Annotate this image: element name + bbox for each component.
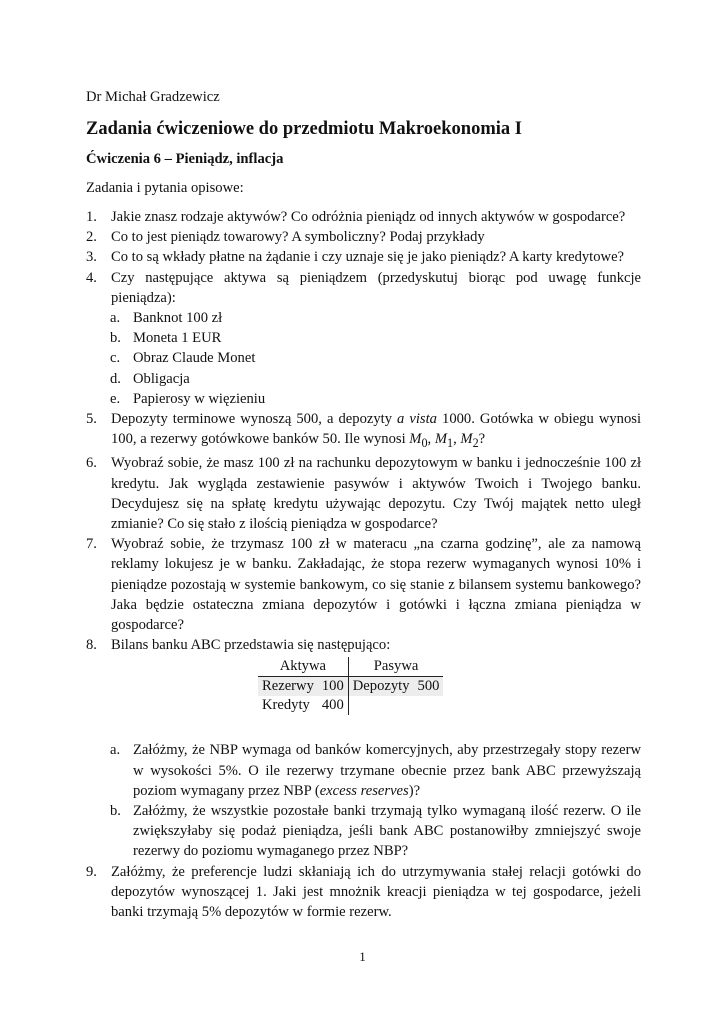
text-part: ? bbox=[478, 431, 486, 448]
text-part: Depozyty terminowe wynoszą 500, a depozyty bbox=[111, 411, 398, 428]
question-number: 8. bbox=[86, 637, 97, 654]
math-symbol: M bbox=[409, 431, 422, 448]
item-text: Załóżmy, że wszystkie pozostałe banki trzymają tylko wymaganą ilość rezerw. O ile zwiększyłaby się podaż pieniądza, jeśli bank ABC postanowiłby zmniejszyć swoje rezerwy do poziomu wymaganego przez NBP? bbox=[133, 802, 641, 860]
question-text: Bilans banku ABC przedstawia się następująco: bbox=[111, 637, 391, 654]
list-item bbox=[110, 328, 641, 348]
item-text: Obraz Claude Monet bbox=[133, 350, 256, 367]
item-letter: d. bbox=[110, 370, 121, 387]
question-number: 1. bbox=[86, 209, 97, 225]
item-letter: b. bbox=[110, 802, 121, 819]
question-number: 5. bbox=[86, 411, 97, 428]
question-text: Wyobraź sobie, że trzymasz 100 zł w materacu „na czarna godzinę”, ale za namową reklamy lokujesz je w banku. Zakładając, że stopa rezerw wymaganych wynosi 10% i pieniądze pozostają w systemie bankowym, co się stanie z bilansem systemu bankowego? Jaka będzie ostateczna zmiana depozytów i gotówki i łączna zmiana pieniądza w gospodarce? bbox=[111, 536, 641, 633]
text-part: 1000. Gotówka w obiegu wynosi 100, a rezerwy gotówkowe banków 50. Ile wynosi bbox=[111, 411, 641, 448]
question-3 bbox=[86, 247, 641, 267]
text-part: Załóżmy, że NBP wymaga od banków komercyjnych, aby przestrzegały stopy rezerw w wysokości 5%. O ile rezerwy trzymane obecnie przez bank ABC przewyższają poziom wymagany przez NBP ( bbox=[133, 742, 641, 799]
item-text bbox=[133, 742, 641, 798]
math-subscript: 0 bbox=[421, 436, 428, 451]
asset-label: Kredyty bbox=[262, 697, 310, 714]
question-5 bbox=[86, 409, 641, 453]
asset-value: 100 bbox=[318, 677, 348, 697]
item-letter: b. bbox=[110, 330, 121, 347]
item-text: Moneta 1 EUR bbox=[133, 330, 222, 347]
header-liabilities: Pasywa bbox=[348, 657, 443, 677]
asset-value: 400 bbox=[318, 696, 348, 715]
text-part: )? bbox=[408, 782, 421, 799]
question-4 bbox=[86, 268, 641, 308]
math-subscript: 2 bbox=[472, 436, 479, 451]
question-text: Jakie znasz rodzaje aktywów? Co odróżnia pieniądz od innych aktywów w gospodarce? bbox=[111, 209, 626, 225]
item-letter: c. bbox=[110, 350, 121, 367]
question-text: Załóżmy, że preferencje ludzi skłaniają ich do utrzymywania stałej relacji gotówki do depozytów wynoszącej 1. Jaki jest mnożnik kreacji pieniądza w tej gospodarce, jeżeli banki trzymają 5% depozytów w formie rezerw. bbox=[111, 863, 641, 920]
list-item bbox=[110, 308, 641, 328]
item-text: Obligacja bbox=[133, 370, 190, 387]
question-text: Co to jest pieniądz towarowy? A symboliczny? Podaj przykłady bbox=[111, 229, 485, 246]
question-text: Depozyty terminowe wynoszą 500, a depozyty a vista 1000. Gotówka w obiegu wynosi 100, a rezerwy gotówkowe banków 50. Ile wynosi $M_0$, $M_1$, $M_2$? bbox=[111, 411, 641, 451]
list-item bbox=[110, 369, 641, 389]
math-subscript: 1 bbox=[447, 436, 454, 451]
liability-label: Depozyty bbox=[348, 677, 413, 697]
question-list bbox=[86, 207, 641, 922]
question-number: 6. bbox=[86, 455, 97, 472]
balance-sheet bbox=[86, 655, 641, 740]
table-row bbox=[258, 696, 443, 715]
math-symbol: M bbox=[460, 431, 473, 448]
header-assets: Aktywa bbox=[258, 657, 348, 677]
question-6 bbox=[86, 453, 641, 534]
question-text: Wyobraź sobie, że masz 100 zł na rachunku depozytowym w banku i jednocześnie 100 zł kredytu. Jak wygląda zestawienie pasywów i aktywów Twoich i Twojego banku. Decydujesz się na spłatę kredytu używając depozytu. Czy Twój majątek netto uległ zmianie? Co się stało z ilością pieniądza w gospodarce? bbox=[111, 455, 641, 532]
question-number: 2. bbox=[86, 229, 97, 246]
balance-table bbox=[258, 657, 443, 715]
question-text: Co to są wkłady płatne na żądanie i czy uznaje się je jako pieniądz? A karty kredytowe? bbox=[111, 249, 625, 266]
item-letter: e. bbox=[110, 390, 121, 407]
asset-label: Rezerwy bbox=[258, 677, 318, 697]
list-item bbox=[110, 348, 641, 368]
question-number: 7. bbox=[86, 536, 97, 553]
question-2 bbox=[86, 227, 641, 247]
question-number: 9. bbox=[86, 863, 97, 880]
question-9 bbox=[86, 862, 641, 923]
author: Dr Michał Gradzewicz bbox=[86, 89, 220, 105]
page-number: 1 bbox=[359, 949, 366, 964]
page-title: Zadania ćwiczeniowe do przedmiotu Makroekonomia I bbox=[86, 119, 522, 139]
subquestion-b bbox=[110, 801, 641, 862]
list-item bbox=[110, 389, 641, 409]
intro-text: Zadania i pytania opisowe: bbox=[86, 180, 244, 196]
emphasis: excess reserves bbox=[319, 782, 409, 799]
liability-value bbox=[414, 696, 444, 715]
question-number: 3. bbox=[86, 249, 97, 266]
question-text: Czy następujące aktywa są pieniądzem (przedyskutuj biorąc pod uwagę funkcje pieniądza): bbox=[111, 269, 641, 306]
section-heading: Ćwiczenia 6 – Pieniądz, inflacja bbox=[86, 151, 284, 167]
item-letter: a. bbox=[110, 310, 121, 327]
table-header bbox=[258, 657, 443, 677]
question-8 bbox=[86, 635, 641, 655]
liability-value: 500 bbox=[414, 677, 444, 697]
subquestion-a bbox=[110, 740, 641, 801]
question-number: 4. bbox=[86, 269, 97, 286]
math-symbol: M bbox=[434, 431, 448, 448]
item-text: Banknot 100 zł bbox=[133, 310, 223, 327]
table-row bbox=[258, 677, 443, 697]
liability-label bbox=[348, 696, 413, 715]
item-text: Papierosy w więzieniu bbox=[133, 390, 266, 407]
item-letter: a. bbox=[110, 742, 121, 759]
emphasis: a vista bbox=[397, 411, 437, 428]
question-7 bbox=[86, 534, 641, 635]
question-1 bbox=[86, 207, 641, 227]
